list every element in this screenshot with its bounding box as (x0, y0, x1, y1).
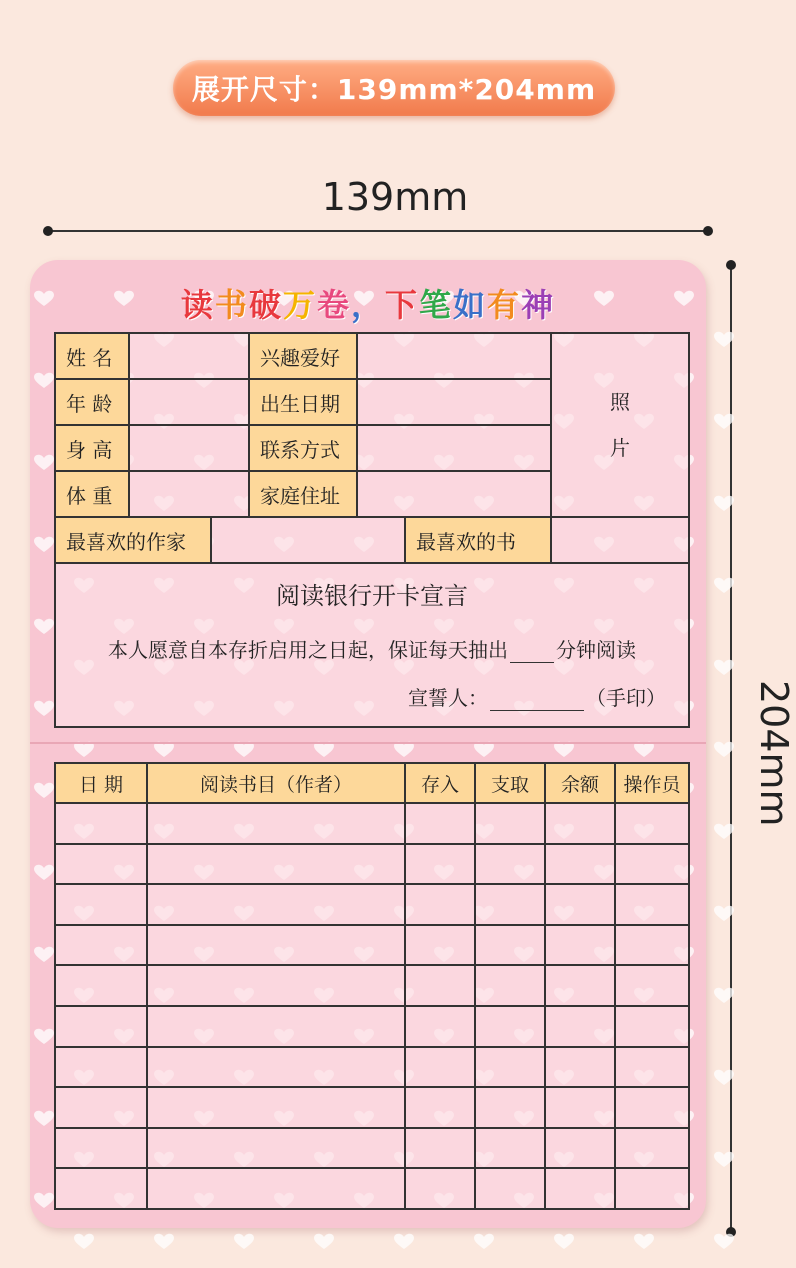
log-cell[interactable] (55, 925, 147, 966)
signature-suffix: （手印） (586, 686, 666, 710)
log-cell[interactable] (615, 884, 689, 925)
declaration-box (55, 563, 689, 727)
log-cell[interactable] (475, 1128, 545, 1169)
heart-decoration (74, 742, 94, 757)
log-row (55, 965, 689, 1006)
log-cell[interactable] (475, 1006, 545, 1047)
weight-field[interactable] (129, 471, 249, 517)
contact-field[interactable] (357, 425, 551, 471)
log-row (55, 1006, 689, 1047)
heart-decoration (34, 537, 54, 552)
log-cell[interactable] (475, 965, 545, 1006)
photo-label-1: 照 (610, 390, 630, 414)
signature-label: 宣誓人： (408, 686, 488, 710)
address-label: 家庭住址 (249, 471, 357, 517)
log-row (55, 1128, 689, 1169)
log-cell[interactable] (615, 1006, 689, 1047)
log-cell[interactable] (55, 884, 147, 925)
heart-decoration (714, 1234, 734, 1249)
weight-label: 体 重 (55, 471, 129, 517)
log-cell[interactable] (545, 803, 615, 844)
birthday-field[interactable] (357, 379, 551, 425)
minutes-blank[interactable] (510, 642, 554, 663)
height-label: 身 高 (55, 425, 129, 471)
title-char: 读 (180, 286, 215, 324)
heart-decoration (634, 1234, 654, 1249)
log-cell[interactable] (475, 925, 545, 966)
heart-decoration (394, 1234, 414, 1249)
log-cell[interactable] (475, 884, 545, 925)
heart-decoration (34, 455, 54, 470)
log-header-balance: 余额 (545, 763, 615, 803)
name-label: 姓 名 (55, 333, 129, 379)
contact-label: 联系方式 (249, 425, 357, 471)
log-header-operator: 操作员 (615, 763, 689, 803)
log-cell[interactable] (475, 1168, 545, 1209)
heart-decoration (154, 1234, 174, 1249)
log-cell[interactable] (405, 1168, 475, 1209)
title-char: 笔 (419, 286, 454, 324)
log-cell[interactable] (55, 1006, 147, 1047)
log-cell[interactable] (147, 925, 405, 966)
log-cell[interactable] (147, 1128, 405, 1169)
heart-decoration (34, 1029, 54, 1044)
log-cell[interactable] (475, 1087, 545, 1128)
log-cell[interactable] (545, 884, 615, 925)
log-cell[interactable] (405, 965, 475, 1006)
log-cell[interactable] (147, 1087, 405, 1128)
log-cell[interactable] (405, 803, 475, 844)
reading-bank-card (30, 260, 706, 1228)
title-char: ， (350, 286, 385, 324)
log-cell[interactable] (405, 1087, 475, 1128)
log-row (55, 844, 689, 885)
title-char: 神 (521, 286, 556, 324)
heart-decoration (34, 373, 54, 388)
log-cell[interactable] (615, 1047, 689, 1088)
log-header-date: 日 期 (55, 763, 147, 803)
title-char: 书 (214, 286, 249, 324)
declaration-title: 阅读银行开卡宣言 (276, 582, 468, 610)
address-field[interactable] (357, 471, 551, 517)
signature-blank[interactable] (490, 690, 584, 711)
log-cell[interactable] (405, 1006, 475, 1047)
log-cell[interactable] (405, 844, 475, 885)
personal-info-table (54, 332, 690, 728)
heart-decoration (634, 742, 654, 757)
log-cell[interactable] (55, 1047, 147, 1088)
heart-decoration (314, 742, 334, 757)
log-cell[interactable] (55, 844, 147, 885)
log-row (55, 925, 689, 966)
log-cell[interactable] (615, 1168, 689, 1209)
heart-decoration (34, 947, 54, 962)
log-cell[interactable] (405, 884, 475, 925)
heart-decoration (234, 1234, 254, 1249)
hobby-label: 兴趣爱好 (249, 333, 357, 379)
fav-author-field[interactable] (211, 517, 405, 563)
log-cell[interactable] (545, 1047, 615, 1088)
height-field[interactable] (129, 425, 249, 471)
heart-decoration (34, 619, 54, 634)
fav-book-label: 最喜欢的书 (405, 517, 551, 563)
title-char: 下 (385, 286, 420, 324)
heart-decoration (34, 783, 54, 798)
heart-decoration (74, 1234, 94, 1249)
log-row (55, 1087, 689, 1128)
age-label: 年 龄 (55, 379, 129, 425)
log-cell[interactable] (615, 1128, 689, 1169)
width-dimension-start (43, 226, 53, 236)
log-header-book: 阅读书目（作者） (147, 763, 405, 803)
log-row (55, 884, 689, 925)
declaration-body (56, 634, 688, 663)
fold-line (30, 742, 706, 744)
heart-decoration (474, 1234, 494, 1249)
log-cell[interactable] (545, 1128, 615, 1169)
photo-label-2: 片 (610, 436, 630, 460)
log-cell[interactable] (475, 1047, 545, 1088)
title-char: 有 (487, 286, 522, 324)
declaration-body-suffix: 分钟阅读 (556, 638, 636, 662)
log-cell[interactable] (615, 803, 689, 844)
heart-decoration (34, 1111, 54, 1126)
declaration-signature (408, 682, 666, 711)
heart-decoration (474, 742, 494, 757)
heart-decoration (154, 742, 174, 757)
log-cell[interactable] (55, 1128, 147, 1169)
height-dimension-label: 204mm (752, 680, 796, 827)
title-char: 万 (282, 286, 317, 324)
reading-log-table (54, 762, 690, 1210)
log-cell[interactable] (147, 884, 405, 925)
heart-decoration (554, 1234, 574, 1249)
title-char: 如 (453, 286, 488, 324)
log-cell[interactable] (147, 1006, 405, 1047)
card-title (30, 280, 706, 326)
log-cell[interactable] (405, 925, 475, 966)
declaration-body-text: 本人愿意自本存折启用之日起，保证每天抽出 (108, 638, 508, 662)
log-cell[interactable] (545, 1087, 615, 1128)
log-row (55, 803, 689, 844)
log-cell[interactable] (147, 803, 405, 844)
name-field[interactable] (129, 333, 249, 379)
log-row (55, 1047, 689, 1088)
title-char: 破 (248, 286, 283, 324)
heart-decoration (34, 1193, 54, 1208)
title-char: 卷 (316, 286, 351, 324)
height-dimension-start (726, 260, 736, 270)
heart-decoration (314, 1234, 334, 1249)
width-dimension-end (703, 226, 713, 236)
fav-book-field[interactable] (551, 517, 689, 563)
heart-decoration (34, 865, 54, 880)
log-cell[interactable] (615, 844, 689, 885)
photo-box[interactable] (551, 333, 689, 517)
birthday-label: 出生日期 (249, 379, 357, 425)
log-cell[interactable] (545, 965, 615, 1006)
fav-author-label: 最喜欢的作家 (55, 517, 211, 563)
width-dimension-line (48, 230, 708, 232)
log-cell[interactable] (405, 1047, 475, 1088)
log-cell[interactable] (55, 965, 147, 1006)
log-cell[interactable] (475, 803, 545, 844)
heart-decoration (34, 701, 54, 716)
log-cell[interactable] (545, 1168, 615, 1209)
log-cell[interactable] (615, 925, 689, 966)
hobby-field[interactable] (357, 333, 551, 379)
log-cell[interactable] (615, 965, 689, 1006)
log-cell[interactable] (147, 1047, 405, 1088)
heart-decoration (554, 742, 574, 757)
log-cell[interactable] (545, 844, 615, 885)
log-cell[interactable] (545, 925, 615, 966)
age-field[interactable] (129, 379, 249, 425)
heart-decoration (234, 742, 254, 757)
log-cell[interactable] (147, 844, 405, 885)
log-cell[interactable] (615, 1087, 689, 1128)
heart-decoration (394, 742, 414, 757)
log-header-withdraw: 支取 (475, 763, 545, 803)
log-cell[interactable] (147, 965, 405, 1006)
size-badge: 展开尺寸：139mm*204mm (173, 60, 615, 116)
log-cell[interactable] (55, 1087, 147, 1128)
log-cell[interactable] (475, 844, 545, 885)
log-cell[interactable] (545, 1006, 615, 1047)
log-cell[interactable] (55, 803, 147, 844)
width-dimension-label: 139mm (321, 175, 469, 219)
log-header-deposit: 存入 (405, 763, 475, 803)
log-cell[interactable] (405, 1128, 475, 1169)
log-row (55, 1168, 689, 1209)
log-cell[interactable] (147, 1168, 405, 1209)
log-cell[interactable] (55, 1168, 147, 1209)
